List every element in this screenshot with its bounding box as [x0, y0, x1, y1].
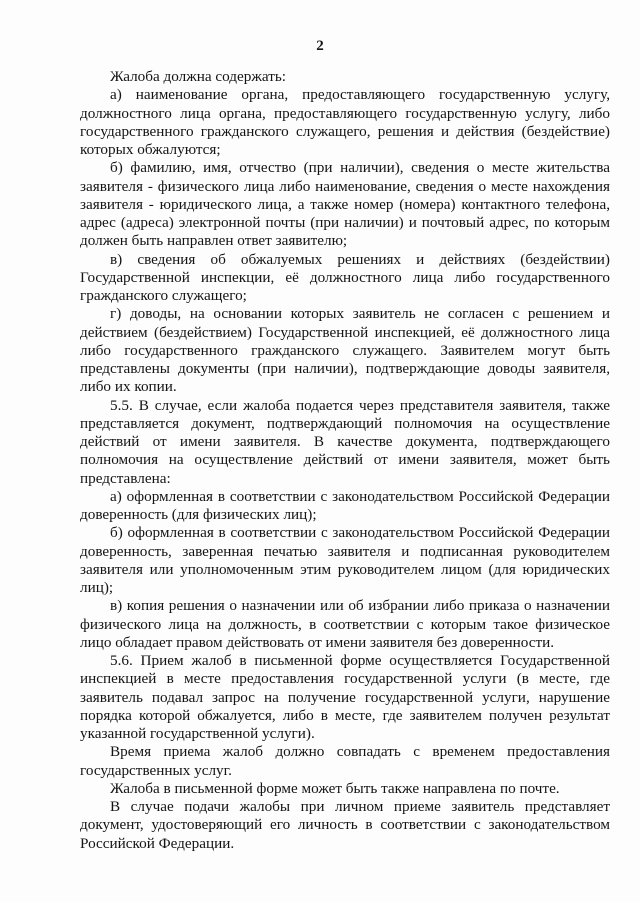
paragraph-item-v: в) сведения об обжалуемых решениях и действиях (бездействии) Государственной инспекции, её должностного лица либо государственного гражданского служащего; — [80, 250, 610, 304]
paragraph-clause-5-5: 5.5. В случае, если жалоба подается через представителя заявителя, также представляется документ, подтверждающий полномочия на осуществление действий от имени заявителя. В качестве документа, подтверждающего полномочия на осуществление действий от имени заявителя, может быть представлена: — [80, 396, 610, 487]
paragraph-by-mail: Жалоба в письменной форме может быть также направлена по почте. — [110, 779, 560, 797]
paragraph-complaint-contents: Жалоба должна содержать: — [110, 68, 286, 85]
paragraph-item-g: г) доводы, на основании которых заявитель не согласен с решением и действием (бездействием) Государственной инспекцией, её должностного лица либо государственного гражданского служащего. Заявителем могут быть представлены документы (при наличии), подтверждающие доводы заявителя, либо их копии. — [80, 305, 610, 396]
paragraph-clause-5-5-a: а) оформленная в соответствии с законодательством Российской Федерации доверенность (для физических лиц); — [80, 487, 610, 523]
paragraph-personal-reception: В случае подачи жалобы при личном приеме заявитель представляет документ, удостоверяющий его личность в соответствии с законодательством Российской Федерации. — [80, 798, 610, 852]
document-body — [80, 68, 610, 853]
paragraph-item-b: б) фамилию, имя, отчество (при наличии), сведения о месте жительства заявителя - физического лица либо наименование, сведения о месте нахождения заявителя - юридического лица, а также номер (номера) контактного телефона, адрес (адреса) электронной почты (при наличии) и почтовый адрес, по которым должен быть направлен ответ заявителю; — [80, 159, 610, 250]
paragraph-clause-5-5-b: б) оформленная в соответствии с законодательством Российской Федерации доверенность, заверенная печатью заявителя и подписанная руководителем заявителя или уполномоченным этим руководителем лицом (для юридических лиц); — [80, 524, 610, 596]
page-number: 2 — [316, 38, 324, 54]
paragraph-item-a: а) наименование органа, предоставляющего государственную услугу, должностного лица органа, предоставляющего государственную услугу, либо государственного гражданского служащего, решения и действия (бездействие) которых обжалуются; — [80, 86, 610, 158]
paragraph-clause-5-5-v: в) копия решения о назначении или об избрании либо приказа о назначении физического лица на должность, в соответствии с которым такое физическое лицо обладает правом действовать от имени заявителя без доверенности. — [80, 597, 610, 651]
paragraph-reception-time: Время приема жалоб должно совпадать с временем предоставления государственных услуг. — [80, 743, 610, 779]
paragraph-clause-5-6: 5.6. Прием жалоб в письменной форме осуществляется Государственной инспекцией в месте предоставления государственной услуги (в месте, где заявитель подавал запрос на получение государственной услуги, нарушение порядка которой обжалуется, либо в месте, где заявителем получен результат указанной государственной услуги). — [80, 652, 610, 742]
